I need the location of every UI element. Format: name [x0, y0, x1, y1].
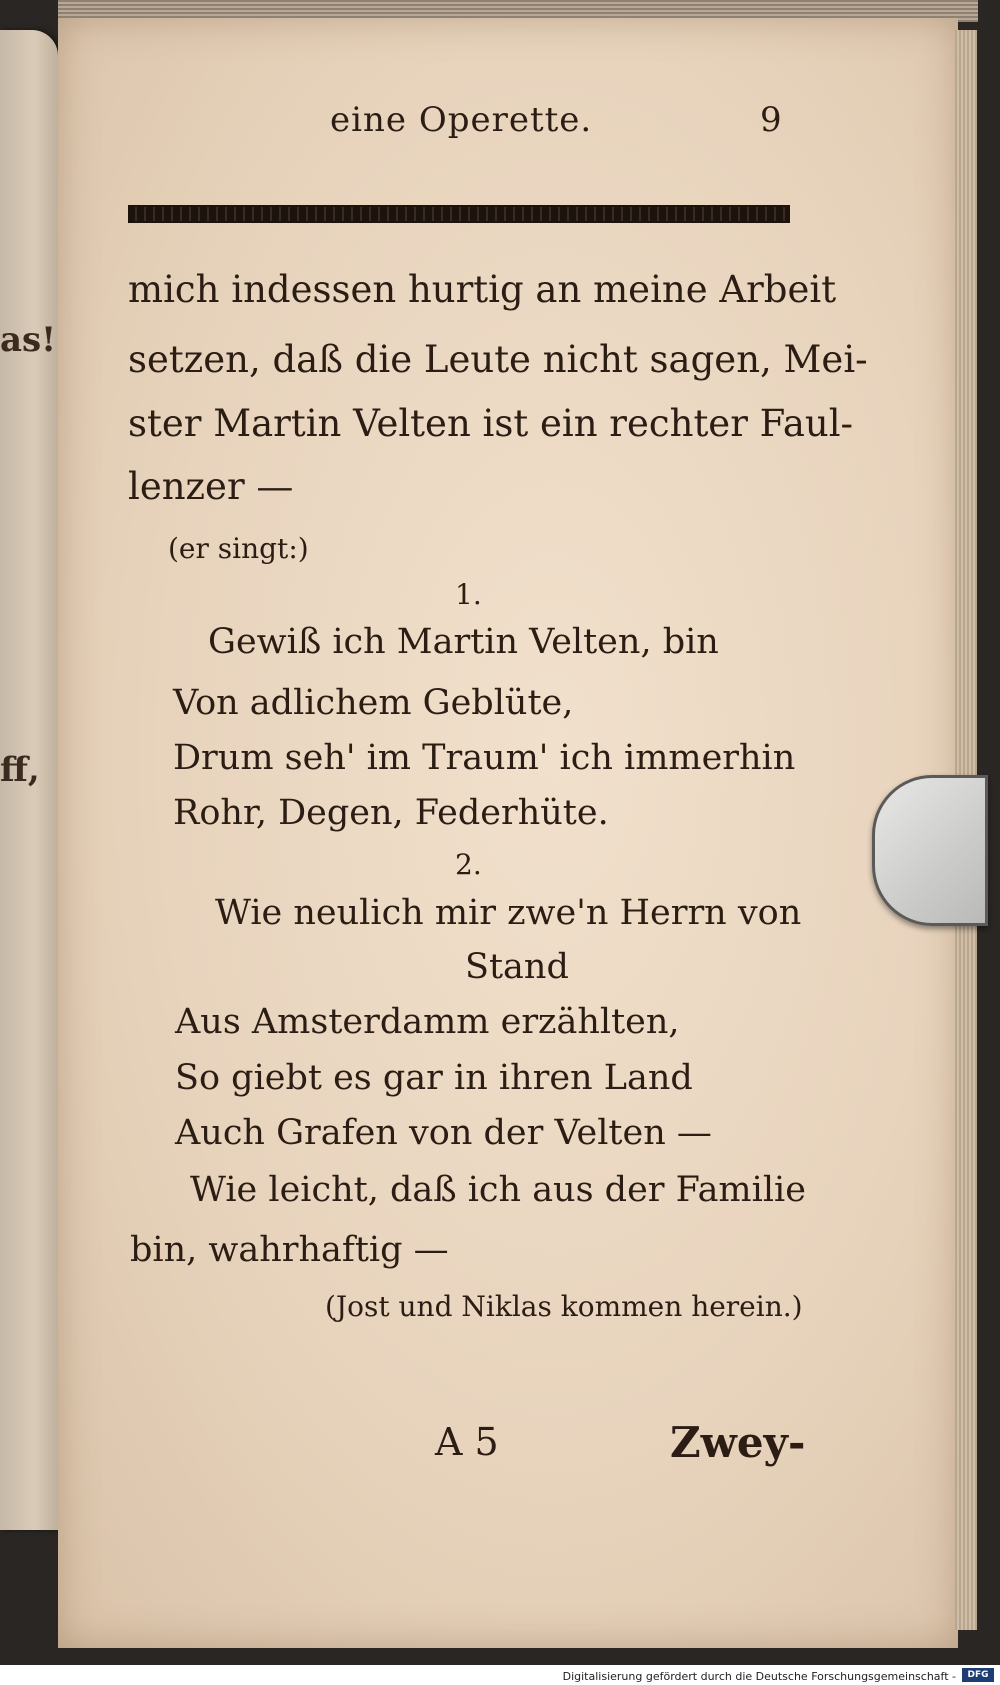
dfg-logo: DFG: [962, 1668, 994, 1682]
header-rule: [128, 205, 790, 223]
prose-line: lenzer —: [128, 465, 294, 508]
credit-bar: [0, 1665, 1000, 1685]
verse-line: bin, wahrhaftig —: [130, 1230, 449, 1270]
book-page: [58, 18, 958, 1648]
stanza-number: 1.: [455, 578, 482, 611]
signature-mark: A 5: [435, 1420, 499, 1464]
catchword: Zwey-: [670, 1418, 806, 1467]
running-head: eine Operette.: [330, 100, 593, 140]
verse-line: Auch Grafen von der Velten —: [175, 1113, 712, 1153]
verse-line: So giebt es gar in ihren Land: [175, 1058, 693, 1098]
page-clip: [872, 775, 988, 926]
verse-line: Drum seh' im Traum' ich immerhin: [173, 738, 796, 778]
left-page-fragment: ff,: [0, 750, 40, 790]
stage-direction: (Jost und Niklas kommen herein.): [325, 1290, 803, 1323]
credit-text: Digitalisierung gefördert durch die Deutsche Forschungsgemeinschaft -: [562, 1670, 956, 1683]
prose-line: ster Martin Velten ist ein rechter Faul-: [128, 402, 854, 445]
verse-line: Stand: [465, 947, 569, 987]
page-number: 9: [760, 100, 782, 140]
prose-line: mich indessen hurtig an meine Arbeit: [128, 268, 837, 311]
verse-line: Von adlichem Geblüte,: [173, 683, 574, 723]
verse-line: Wie neulich mir zwe'n Herrn von: [215, 893, 802, 933]
prose-line: setzen, daß die Leute nicht sagen, Mei-: [128, 338, 868, 381]
stage-direction: (er singt:): [168, 532, 309, 565]
stanza-number: 2.: [455, 848, 482, 881]
verse-line: Rohr, Degen, Federhüte.: [173, 793, 609, 833]
verse-line: Aus Amsterdamm erzählten,: [175, 1002, 680, 1042]
left-page-edge: [0, 30, 58, 1530]
left-page-fragment: as!: [0, 320, 57, 360]
verse-line: Gewiß ich Martin Velten, bin: [208, 622, 719, 662]
verse-line: Wie leicht, daß ich aus der Familie: [190, 1170, 806, 1210]
